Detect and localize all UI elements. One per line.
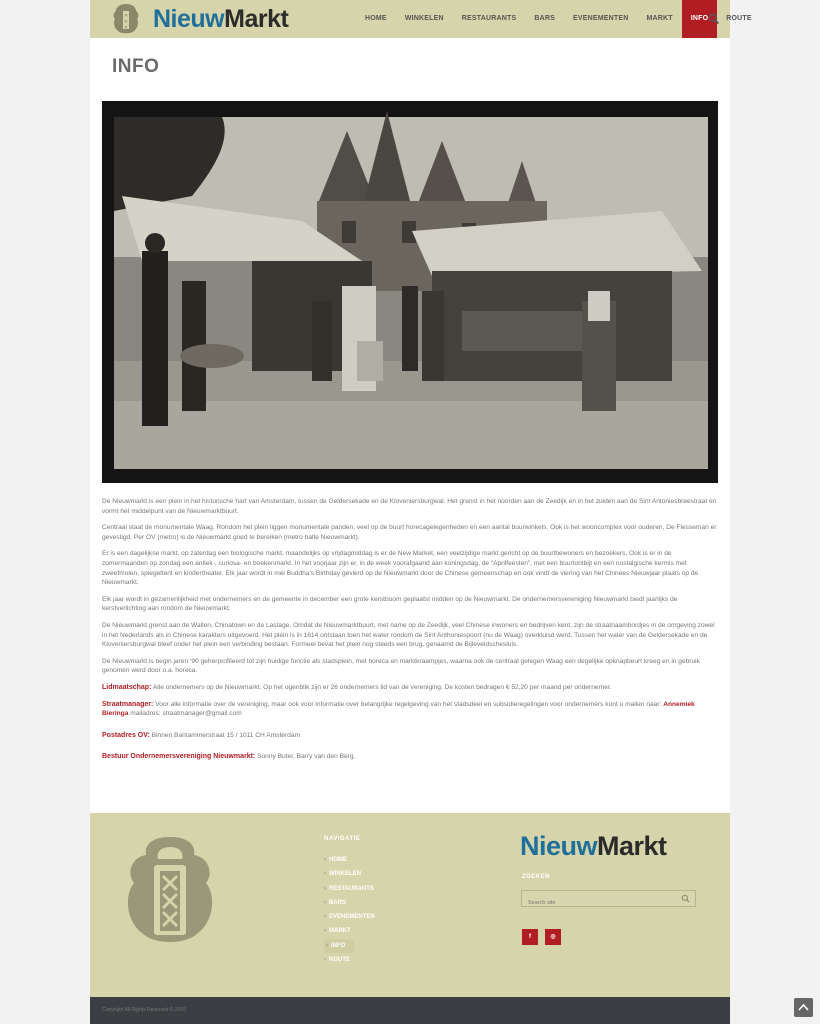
chevron-right-icon: › xyxy=(324,914,326,921)
svg-text:✕: ✕ xyxy=(123,19,129,25)
logo-nieuw: Nieuw xyxy=(520,831,598,861)
info-paragraph: De Nieuwmarkt is een plein in het historische hart van Amsterdam, tussen de Geldersekade en de Kloveniersburgwal. Het grenst in het noorden aan de Zeedijk en in het zuiden aan de Sint Antoniesbreestraat en vormt het middelpunt van de Nieuwmarktbuurt. xyxy=(102,498,717,515)
chevron-right-icon: › xyxy=(324,871,326,878)
footer-nav-route[interactable] xyxy=(324,953,454,967)
nav-evenementen[interactable]: EVENEMENTEN xyxy=(572,15,629,22)
membership-text: Alle ondernemers op de Nieuwmarkt. Op het ogenblik zijn er 26 ondernemers lid van de vereniging. De kosten bedragen € 52,20 per maand per ondernemer. xyxy=(151,683,612,691)
search-heading: ZOEKEN xyxy=(522,874,551,880)
nav-info[interactable]: INFO xyxy=(682,0,718,38)
footer-nav-evenementen[interactable] xyxy=(324,910,454,924)
manager-text: Voor alle informatie over de vereniging, maar ook voor informatie over belangrijke regelgeving van het stadsdeel en subsidieregelingen voor ondernemers kunt u mailen naar: xyxy=(153,700,664,708)
info-paragraph: De Nieuwmarkt is begin jaren ‘90 geherprofileerd tot zijn huidige functie als stadsplein, met horeca en marktkraampjes, waarna ook de centraal gelegen Waag een degelijke opknapbeurt kreeg en in gebruik genomen werd door o.a. horeca. xyxy=(102,657,700,675)
info-paragraph: Er is een dagelijkse markt, op zaterdag een biologische markt, maandelijks op vrijdagmiddag is er de New Market, een veelzijdige markt gericht op de buurtbewoners en bezoekers. Ook is er in de zomermaanden op zondag een antiek-, curiosa- en boekenmarkt. In het voorjaar zijn er, in de week voorafgaand aan koningsdag, de “Aprilfeesten”, met een buurtontbijt en een nostalgische kermis met zweefmolen, spiegeltent en kindertheater. Elk jaar wordt in mei Buddha’s Birthday gevierd op de Nieuwmarkt door de Chinese gemeenschap en ook vindt de viering van het Chinees Nieuwjaar plaats op de Nieuwmarkt. xyxy=(102,550,699,587)
board-info xyxy=(102,752,718,762)
crest-icon[interactable] xyxy=(112,3,140,35)
chevron-right-icon: › xyxy=(324,857,326,863)
chevron-right-icon: › xyxy=(324,928,326,935)
manager-name-link[interactable]: Annemiek Bieringa xyxy=(102,700,695,718)
footer-nav-label: HOME xyxy=(329,857,347,863)
manager-info xyxy=(102,700,718,719)
footer-nav-restaurants[interactable] xyxy=(324,882,454,896)
footer-nav-label: BARS xyxy=(329,899,347,906)
footer xyxy=(90,813,730,997)
scroll-to-top-button[interactable] xyxy=(794,998,813,1017)
chevron-right-icon: › xyxy=(324,957,326,964)
market-photo xyxy=(102,101,718,483)
manager-label: Straatmanager: xyxy=(102,700,154,708)
main-nav xyxy=(356,0,761,38)
footer-nav-markt[interactable] xyxy=(324,924,454,938)
footer-nav xyxy=(324,853,454,967)
footer-nav-label: MARKT xyxy=(329,928,351,935)
address-text: Binnen Bantammerstraat 15 / 1011 CH Amsterdam xyxy=(149,731,300,739)
footer-nav-winkelen[interactable] xyxy=(324,867,454,881)
info-paragraph: Elk jaar wordt in gezamenlijkheid met ondernemers en de gemeente in december een grote kerstboom geplaatst midden op de Nieuwmarkt. De ondernemersvereniging Nieuwmarkt biedt jaarlijks de kerstverlichting aan rondom de Nieuwmarkt. xyxy=(102,595,678,613)
site-logo[interactable] xyxy=(153,3,288,35)
facebook-icon[interactable]: f xyxy=(522,929,538,945)
footer-nav-heading: NAVIGATIE xyxy=(324,836,361,842)
nav-route[interactable]: ROUTE xyxy=(726,15,752,22)
chevron-right-icon: › xyxy=(324,899,326,906)
footer-nav-label: INFO xyxy=(331,942,346,949)
nav-bars[interactable]: BARS xyxy=(534,15,555,22)
chevron-right-icon: › xyxy=(324,885,326,892)
nav-home[interactable]: HOME xyxy=(365,15,387,22)
footer-nav-bars[interactable] xyxy=(324,896,454,910)
footer-logo[interactable] xyxy=(520,828,667,864)
footer-search xyxy=(521,890,696,907)
search-icon[interactable] xyxy=(707,12,721,26)
nav-winkelen[interactable]: WINKELEN xyxy=(404,15,444,22)
membership-info xyxy=(102,683,718,693)
footer-nav-home[interactable] xyxy=(324,853,454,867)
logo-markt: Markt xyxy=(597,831,667,861)
footer-nav-label: WINKELEN xyxy=(329,871,361,878)
svg-text:✕: ✕ xyxy=(123,25,129,31)
info-content xyxy=(102,497,718,769)
logo-markt: Markt xyxy=(224,5,289,33)
manager-mail: mailadres: straatmanager@gmail.com xyxy=(128,710,242,718)
header xyxy=(90,0,752,38)
footer-nav-info[interactable] xyxy=(324,939,354,953)
logo-nieuw: Nieuw xyxy=(153,5,225,33)
address-info xyxy=(102,731,718,741)
info-paragraph: Centraal staat de monumentale Waag. Rondom het plein liggen monumentale panden, veel op de buurt horecagelegenheden en een aantal buurwinkels. Ook is het wooncomplex voor ouderen, De Flesseman er gevestigd. Per OV (metro) is de Nieuwmarkt goed te bereiken (metro halte Nieuwmarkt). xyxy=(102,524,717,541)
search-icon[interactable] xyxy=(681,894,690,903)
footer-nav-label: EVENEMENTEN xyxy=(329,914,375,921)
board-label: Bestuur Ondernemersvereniging Nieuwmarkt: xyxy=(102,753,256,761)
copyright-bar xyxy=(90,997,730,1024)
crest-icon xyxy=(120,833,220,955)
site-wrapper xyxy=(90,0,752,1024)
search-input[interactable] xyxy=(522,896,678,911)
svg-text:✕: ✕ xyxy=(123,13,129,19)
nav-restaurants[interactable]: RESTAURANTS xyxy=(461,15,517,22)
footer-nav-label: RESTAURANTS xyxy=(329,885,374,892)
copyright-text: Copyright All Rights Reserved © 2015 xyxy=(102,1007,187,1013)
membership-label: Lidmaatschap: xyxy=(102,683,152,691)
chevron-right-icon: › xyxy=(326,942,328,949)
board-text: Sonny Buter, Barry van den Berg. xyxy=(255,753,356,761)
address-label: Postadres OV: xyxy=(102,731,150,739)
footer-nav-label: ROUTE xyxy=(329,957,350,964)
page-title: INFO xyxy=(112,56,160,77)
nav-markt[interactable]: MARKT xyxy=(646,15,673,22)
info-paragraph: De Nieuwmarkt grenst aan de Wallen, Chinatown en de Lastage. Omdat de Nieuwmarktbuurt, met name op de Zeedijk, veel Chinese inwoners en bedrijven kent, zijn de straatnaambordjes in de omgeving zowel in het Nederlands als in Chinese karakters uitgevoerd. Het plein is in 1614 ontstaan toen het water rondom de Sint Anthoniespoort (nu de Waag) overkluisd werd. Tussen het water van de Geldersekade en de Kloveniersburgwal bleef onder het plein een verbinding bestaan. Formeel bevat het plein nog steeds een brug, genaamd de Bijleveldschesluis. xyxy=(102,621,715,649)
instagram-icon[interactable]: ◎ xyxy=(545,929,561,945)
